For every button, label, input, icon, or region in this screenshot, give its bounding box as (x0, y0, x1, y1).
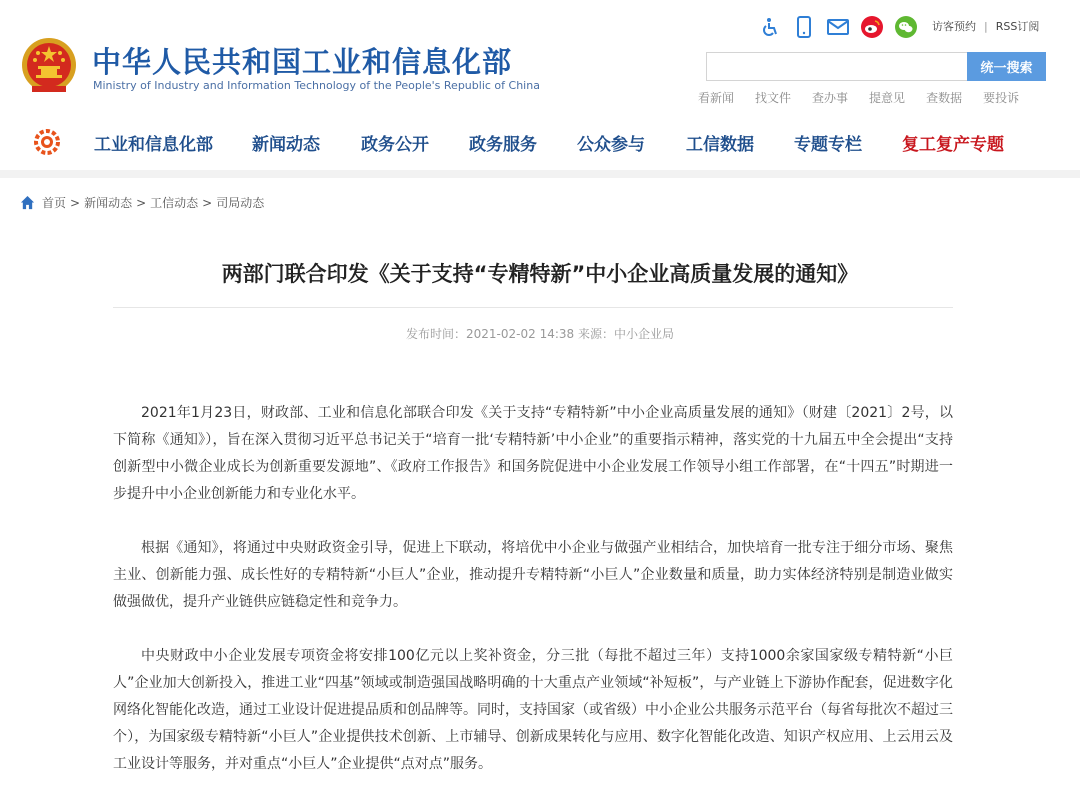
visitor-appointment-link[interactable]: 访客预约 (932, 20, 976, 33)
home-icon (20, 195, 35, 210)
title-divider (113, 307, 953, 308)
breadcrumb (20, 194, 264, 211)
article-meta: 发布时间：2021-02-02 14:38 来源：中小企业局 (406, 327, 674, 341)
top-links-separator: | (984, 20, 988, 33)
quick-link-news[interactable]: 看新闻 (698, 91, 735, 105)
top-links (932, 18, 1039, 34)
breadcrumb-separator: > (136, 195, 147, 210)
nav-item-news[interactable]: 新闻动态 (252, 135, 320, 155)
nav-item-miit[interactable]: 工业和信息化部 (94, 135, 213, 155)
main-nav (0, 118, 1080, 166)
article-paragraph: 2021年1月23日，财政部、工业和信息化部联合印发《关于支持“专精特新”中小企业高质量发展的通知》（财建〔2021〕2号，以下简称《通知》），旨在深入贯彻习近平总书记关于“培育一批‘专精特新’中小企业”的重要指示精神，落实党的十九届五中全会提出“支持创新型中小微企业成长为创新重要发源地”、《政府工作报告》和国务院促进中小企业发展工作领导小组工作部署，在“十四五”时期进一步提升中小企业创新能力和专业化水平。 (113, 405, 953, 502)
wechat-icon[interactable] (894, 15, 918, 39)
nav-item-gov-services[interactable]: 政务服务 (469, 135, 537, 155)
breadcrumb-bureau-news[interactable]: 司局动态 (216, 196, 265, 210)
quick-link-complaint[interactable]: 要投诉 (983, 91, 1020, 105)
site-title[interactable]: 中华人民共和国工业和信息化部 (92, 45, 513, 79)
top-icon-bar (758, 14, 928, 40)
rss-link[interactable]: RSS订阅 (995, 20, 1040, 33)
breadcrumb-news[interactable]: 新闻动态 (84, 196, 133, 210)
weibo-icon[interactable] (860, 15, 884, 39)
article-body (113, 400, 953, 789)
quick-link-services[interactable]: 查办事 (812, 91, 849, 105)
site-header (0, 0, 1080, 118)
quick-links (698, 89, 1019, 106)
nav-item-gov-affairs[interactable]: 政务公开 (361, 135, 429, 155)
national-emblem-icon[interactable] (20, 36, 78, 96)
search-input[interactable] (706, 52, 968, 81)
mobile-icon[interactable] (792, 15, 816, 39)
nav-item-topics[interactable]: 专题专栏 (794, 135, 862, 155)
mail-icon[interactable] (826, 15, 850, 39)
quick-link-feedback[interactable]: 提意见 (869, 91, 906, 105)
site-subtitle: Ministry of Industry and Information Technology of the People's Republic of China (93, 79, 540, 92)
breadcrumb-home[interactable]: 首页 (42, 196, 67, 210)
breadcrumb-separator: > (202, 195, 213, 210)
nav-divider (0, 170, 1080, 178)
article-paragraph: 根据《通知》，将通过中央财政资金引导，促进上下联动，将培优中小企业与做强产业相结合，加快培育一批专注于细分市场、聚焦主业、创新能力强、成长性好的专精特新“小巨人”企业，推动提升专精特新“小巨人”企业数量和质量，助力实体经济特别是制造业做实做强做优，提升产业链供应链稳定性和竞争力。 (113, 540, 953, 610)
nav-item-public[interactable]: 公众参与 (577, 135, 645, 155)
article-title: 两部门联合印发《关于支持“专精特新”中小企业高质量发展的通知》 (221, 262, 859, 286)
breadcrumb-separator: > (70, 195, 81, 210)
nav-item-data[interactable]: 工信数据 (686, 135, 754, 155)
search-button[interactable]: 统一搜索 (967, 52, 1046, 81)
accessibility-icon[interactable] (758, 15, 782, 39)
quick-link-data[interactable]: 查数据 (926, 91, 963, 105)
gear-logo-icon[interactable] (33, 128, 61, 156)
breadcrumb-industry-news[interactable]: 工信动态 (150, 196, 199, 210)
quick-link-files[interactable]: 找文件 (755, 91, 792, 105)
article-paragraph: 中央财政中小企业发展专项资金将安排100亿元以上奖补资金，分三批（每批不超过三年）支持1000余家国家级专精特新“小巨人”企业加大创新投入，推进工业“四基”领域或制造强国战略明确的十大重点产业领域“补短板”，与产业链上下游协作配套，促进数字化网络化智能化改造，通过工业设计促进提品质和创品牌等。同时，支持国家（或省级）中小企业公共服务示范平台（每省每批次不超过三个），为国家级专精特新“小巨人”企业提供技术创新、上市辅导、创新成果转化与应用、数字化智能化改造、知识产权应用、上云用云及工业设计等服务，并对重点“小巨人”企业提供“点对点”服务。 (113, 648, 953, 772)
nav-item-resumption[interactable]: 复工复产专题 (902, 135, 1004, 155)
